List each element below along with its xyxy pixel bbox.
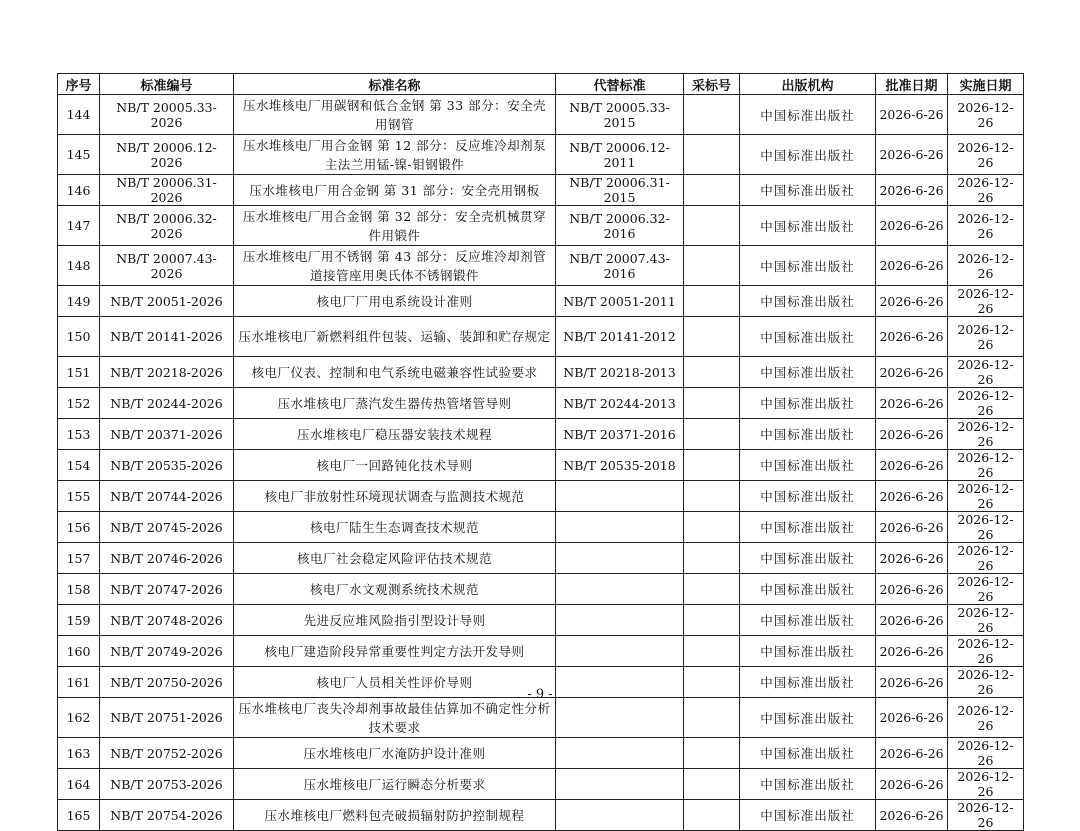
- cell-publisher: 中国标准出版社: [740, 667, 876, 698]
- cell-replaces: NB/T 20244-2013: [556, 388, 684, 419]
- cell-approved: 2026-6-26: [876, 481, 948, 512]
- cell-approved: 2026-6-26: [876, 317, 948, 357]
- cell-code: NB/T 20051-2026: [100, 286, 234, 317]
- cell-name: 压水堆核电厂用合金钢 第 31 部分：安全壳用钢板: [234, 175, 556, 206]
- cell-effective: 2026-12-26: [948, 738, 1024, 769]
- cell-serial: 147: [58, 206, 100, 246]
- cell-replaces: NB/T 20006.31-2015: [556, 175, 684, 206]
- cell-name: 压水堆核电厂新燃料组件包装、运输、装卸和贮存规定: [234, 317, 556, 357]
- cell-serial: 151: [58, 357, 100, 388]
- cell-publisher: 中国标准出版社: [740, 135, 876, 175]
- cell-adopted: [684, 481, 740, 512]
- cell-approved: 2026-6-26: [876, 512, 948, 543]
- cell-replaces: [556, 769, 684, 800]
- cell-replaces: NB/T 20006.12-2011: [556, 135, 684, 175]
- col-header-publisher: 出版机构: [740, 74, 876, 95]
- cell-publisher: 中国标准出版社: [740, 450, 876, 481]
- cell-effective: 2026-12-26: [948, 419, 1024, 450]
- cell-effective: 2026-12-26: [948, 388, 1024, 419]
- cell-code: NB/T 20006.31-2026: [100, 175, 234, 206]
- cell-replaces: [556, 512, 684, 543]
- cell-effective: 2026-12-26: [948, 95, 1024, 135]
- cell-effective: 2026-12-26: [948, 206, 1024, 246]
- cell-code: NB/T 20535-2026: [100, 450, 234, 481]
- cell-code: NB/T 20007.43-2026: [100, 246, 234, 286]
- cell-serial: 150: [58, 317, 100, 357]
- cell-approved: 2026-6-26: [876, 206, 948, 246]
- col-header-name: 标准名称: [234, 74, 556, 95]
- cell-adopted: [684, 175, 740, 206]
- cell-code: NB/T 20141-2026: [100, 317, 234, 357]
- col-header-serial: 序号: [58, 74, 100, 95]
- cell-publisher: 中国标准出版社: [740, 388, 876, 419]
- cell-adopted: [684, 543, 740, 574]
- cell-effective: 2026-12-26: [948, 246, 1024, 286]
- cell-name: 核电厂人员相关性评价导则: [234, 667, 556, 698]
- table-row: [58, 605, 1024, 636]
- cell-name: 核电厂一回路钝化技术导则: [234, 450, 556, 481]
- cell-approved: 2026-6-26: [876, 738, 948, 769]
- table-row: [58, 246, 1024, 286]
- cell-name: 核电厂非放射性环境现状调查与监测技术规范: [234, 481, 556, 512]
- cell-publisher: 中国标准出版社: [740, 95, 876, 135]
- cell-publisher: 中国标准出版社: [740, 574, 876, 605]
- cell-publisher: 中国标准出版社: [740, 605, 876, 636]
- header-row: [58, 74, 1024, 95]
- cell-adopted: [684, 512, 740, 543]
- cell-approved: 2026-6-26: [876, 698, 948, 738]
- cell-approved: 2026-6-26: [876, 574, 948, 605]
- col-header-adopted: 采标号: [684, 74, 740, 95]
- cell-replaces: [556, 636, 684, 667]
- cell-code: NB/T 20371-2026: [100, 419, 234, 450]
- table-row: [58, 135, 1024, 175]
- cell-replaces: NB/T 20218-2013: [556, 357, 684, 388]
- cell-approved: 2026-6-26: [876, 800, 948, 831]
- cell-approved: 2026-6-26: [876, 543, 948, 574]
- cell-publisher: 中国标准出版社: [740, 481, 876, 512]
- cell-effective: 2026-12-26: [948, 769, 1024, 800]
- col-header-approved: 批准日期: [876, 74, 948, 95]
- cell-replaces: NB/T 20006.32-2016: [556, 206, 684, 246]
- table-row: [58, 388, 1024, 419]
- cell-publisher: 中国标准出版社: [740, 512, 876, 543]
- cell-code: NB/T 20218-2026: [100, 357, 234, 388]
- cell-publisher: 中国标准出版社: [740, 246, 876, 286]
- cell-name: 压水堆核电厂用不锈钢 第 43 部分：反应堆冷却剂管道接管座用奥氏体不锈钢锻件: [234, 246, 556, 286]
- cell-effective: 2026-12-26: [948, 317, 1024, 357]
- cell-serial: 159: [58, 605, 100, 636]
- cell-approved: 2026-6-26: [876, 636, 948, 667]
- cell-name: 压水堆核电厂用碳钢和低合金钢 第 33 部分：安全壳用钢管: [234, 95, 556, 135]
- col-header-code: 标准编号: [100, 74, 234, 95]
- cell-name: 核电厂陆生生态调查技术规范: [234, 512, 556, 543]
- cell-publisher: 中国标准出版社: [740, 419, 876, 450]
- cell-publisher: 中国标准出版社: [740, 769, 876, 800]
- cell-serial: 164: [58, 769, 100, 800]
- cell-serial: 162: [58, 698, 100, 738]
- table-row: [58, 450, 1024, 481]
- cell-adopted: [684, 800, 740, 831]
- cell-publisher: 中国标准出版社: [740, 206, 876, 246]
- cell-serial: 161: [58, 667, 100, 698]
- cell-publisher: 中国标准出版社: [740, 543, 876, 574]
- cell-publisher: 中国标准出版社: [740, 800, 876, 831]
- table-row: [58, 800, 1024, 831]
- cell-approved: 2026-6-26: [876, 175, 948, 206]
- table-row: [58, 419, 1024, 450]
- cell-adopted: [684, 317, 740, 357]
- cell-serial: 144: [58, 95, 100, 135]
- table-row: [58, 636, 1024, 667]
- cell-code: NB/T 20752-2026: [100, 738, 234, 769]
- cell-name: 核电厂建造阶段异常重要性判定方法开发导则: [234, 636, 556, 667]
- cell-name: 核电厂水文观测系统技术规范: [234, 574, 556, 605]
- cell-adopted: [684, 769, 740, 800]
- table-row: [58, 206, 1024, 246]
- table-row: [58, 317, 1024, 357]
- cell-effective: 2026-12-26: [948, 481, 1024, 512]
- cell-effective: 2026-12-26: [948, 667, 1024, 698]
- cell-code: NB/T 20244-2026: [100, 388, 234, 419]
- table-header: [58, 74, 1024, 95]
- cell-code: NB/T 20005.33-2026: [100, 95, 234, 135]
- cell-serial: 153: [58, 419, 100, 450]
- cell-approved: 2026-6-26: [876, 450, 948, 481]
- cell-serial: 156: [58, 512, 100, 543]
- cell-effective: 2026-12-26: [948, 605, 1024, 636]
- cell-approved: 2026-6-26: [876, 388, 948, 419]
- cell-replaces: [556, 698, 684, 738]
- cell-adopted: [684, 698, 740, 738]
- cell-publisher: 中国标准出版社: [740, 317, 876, 357]
- col-header-replaces: 代替标准: [556, 74, 684, 95]
- cell-replaces: NB/T 20007.43-2016: [556, 246, 684, 286]
- cell-code: NB/T 20753-2026: [100, 769, 234, 800]
- cell-adopted: [684, 95, 740, 135]
- table-row: [58, 95, 1024, 135]
- cell-name: 核电厂社会稳定风险评估技术规范: [234, 543, 556, 574]
- cell-effective: 2026-12-26: [948, 512, 1024, 543]
- table-row: [58, 769, 1024, 800]
- cell-effective: 2026-12-26: [948, 636, 1024, 667]
- table-row: [58, 698, 1024, 738]
- cell-approved: 2026-6-26: [876, 769, 948, 800]
- cell-replaces: [556, 574, 684, 605]
- cell-name: 压水堆核电厂用合金钢 第 32 部分：安全壳机械贯穿件用锻件: [234, 206, 556, 246]
- cell-approved: 2026-6-26: [876, 286, 948, 317]
- cell-code: NB/T 20006.12-2026: [100, 135, 234, 175]
- cell-name: 压水堆核电厂用合金钢 第 12 部分：反应堆冷却剂泵主法兰用锰-镍-钼钢锻件: [234, 135, 556, 175]
- cell-serial: 148: [58, 246, 100, 286]
- cell-serial: 149: [58, 286, 100, 317]
- col-header-effective: 实施日期: [948, 74, 1024, 95]
- cell-approved: 2026-6-26: [876, 357, 948, 388]
- cell-name: 核电厂仪表、控制和电气系统电磁兼容性试验要求: [234, 357, 556, 388]
- cell-adopted: [684, 419, 740, 450]
- cell-effective: 2026-12-26: [948, 800, 1024, 831]
- cell-publisher: 中国标准出版社: [740, 738, 876, 769]
- cell-name: 压水堆核电厂蒸汽发生器传热管堵管导则: [234, 388, 556, 419]
- cell-adopted: [684, 636, 740, 667]
- cell-replaces: [556, 800, 684, 831]
- table-row: [58, 175, 1024, 206]
- cell-serial: 155: [58, 481, 100, 512]
- cell-serial: 165: [58, 800, 100, 831]
- cell-code: NB/T 20006.32-2026: [100, 206, 234, 246]
- standards-table: [57, 73, 1024, 831]
- cell-name: 压水堆核电厂丧失冷却剂事故最佳估算加不确定性分析技术要求: [234, 698, 556, 738]
- cell-code: NB/T 20747-2026: [100, 574, 234, 605]
- cell-adopted: [684, 135, 740, 175]
- cell-adopted: [684, 206, 740, 246]
- cell-code: NB/T 20744-2026: [100, 481, 234, 512]
- cell-serial: 154: [58, 450, 100, 481]
- cell-adopted: [684, 605, 740, 636]
- table-row: [58, 357, 1024, 388]
- cell-replaces: NB/T 20141-2012: [556, 317, 684, 357]
- cell-effective: 2026-12-26: [948, 698, 1024, 738]
- cell-publisher: 中国标准出版社: [740, 698, 876, 738]
- cell-adopted: [684, 388, 740, 419]
- cell-publisher: 中国标准出版社: [740, 175, 876, 206]
- table-row: [58, 543, 1024, 574]
- cell-effective: 2026-12-26: [948, 135, 1024, 175]
- cell-code: NB/T 20751-2026: [100, 698, 234, 738]
- cell-approved: 2026-6-26: [876, 419, 948, 450]
- cell-approved: 2026-6-26: [876, 135, 948, 175]
- cell-serial: 163: [58, 738, 100, 769]
- cell-code: NB/T 20749-2026: [100, 636, 234, 667]
- cell-adopted: [684, 450, 740, 481]
- table-body: [58, 95, 1024, 831]
- cell-effective: 2026-12-26: [948, 574, 1024, 605]
- cell-adopted: [684, 286, 740, 317]
- cell-replaces: NB/T 20005.33-2015: [556, 95, 684, 135]
- cell-effective: 2026-12-26: [948, 175, 1024, 206]
- cell-publisher: 中国标准出版社: [740, 357, 876, 388]
- cell-approved: 2026-6-26: [876, 95, 948, 135]
- cell-effective: 2026-12-26: [948, 543, 1024, 574]
- cell-effective: 2026-12-26: [948, 286, 1024, 317]
- table-row: [58, 574, 1024, 605]
- cell-approved: 2026-6-26: [876, 667, 948, 698]
- page-number: - 9 -: [527, 687, 553, 702]
- cell-publisher: 中国标准出版社: [740, 636, 876, 667]
- cell-serial: 152: [58, 388, 100, 419]
- cell-name: 压水堆核电厂稳压器安装技术规程: [234, 419, 556, 450]
- cell-adopted: [684, 357, 740, 388]
- cell-replaces: [556, 543, 684, 574]
- cell-serial: 160: [58, 636, 100, 667]
- cell-effective: 2026-12-26: [948, 357, 1024, 388]
- cell-serial: 157: [58, 543, 100, 574]
- cell-code: NB/T 20746-2026: [100, 543, 234, 574]
- cell-approved: 2026-6-26: [876, 246, 948, 286]
- cell-replaces: [556, 605, 684, 636]
- cell-name: 压水堆核电厂水淹防护设计准则: [234, 738, 556, 769]
- cell-replaces: NB/T 20535-2018: [556, 450, 684, 481]
- cell-code: NB/T 20748-2026: [100, 605, 234, 636]
- cell-replaces: NB/T 20371-2016: [556, 419, 684, 450]
- cell-name: 核电厂厂用电系统设计准则: [234, 286, 556, 317]
- cell-code: NB/T 20745-2026: [100, 512, 234, 543]
- cell-replaces: NB/T 20051-2011: [556, 286, 684, 317]
- table-row: [58, 286, 1024, 317]
- cell-code: NB/T 20754-2026: [100, 800, 234, 831]
- cell-serial: 145: [58, 135, 100, 175]
- cell-serial: 146: [58, 175, 100, 206]
- cell-approved: 2026-6-26: [876, 605, 948, 636]
- cell-name: 先进反应堆风险指引型设计导则: [234, 605, 556, 636]
- cell-publisher: 中国标准出版社: [740, 286, 876, 317]
- table-row: [58, 481, 1024, 512]
- cell-replaces: [556, 481, 684, 512]
- cell-adopted: [684, 246, 740, 286]
- cell-adopted: [684, 574, 740, 605]
- cell-effective: 2026-12-26: [948, 450, 1024, 481]
- cell-serial: 158: [58, 574, 100, 605]
- cell-name: 压水堆核电厂燃料包壳破损辐射防护控制规程: [234, 800, 556, 831]
- cell-code: NB/T 20750-2026: [100, 667, 234, 698]
- cell-name: 压水堆核电厂运行瞬态分析要求: [234, 769, 556, 800]
- table-row: [58, 512, 1024, 543]
